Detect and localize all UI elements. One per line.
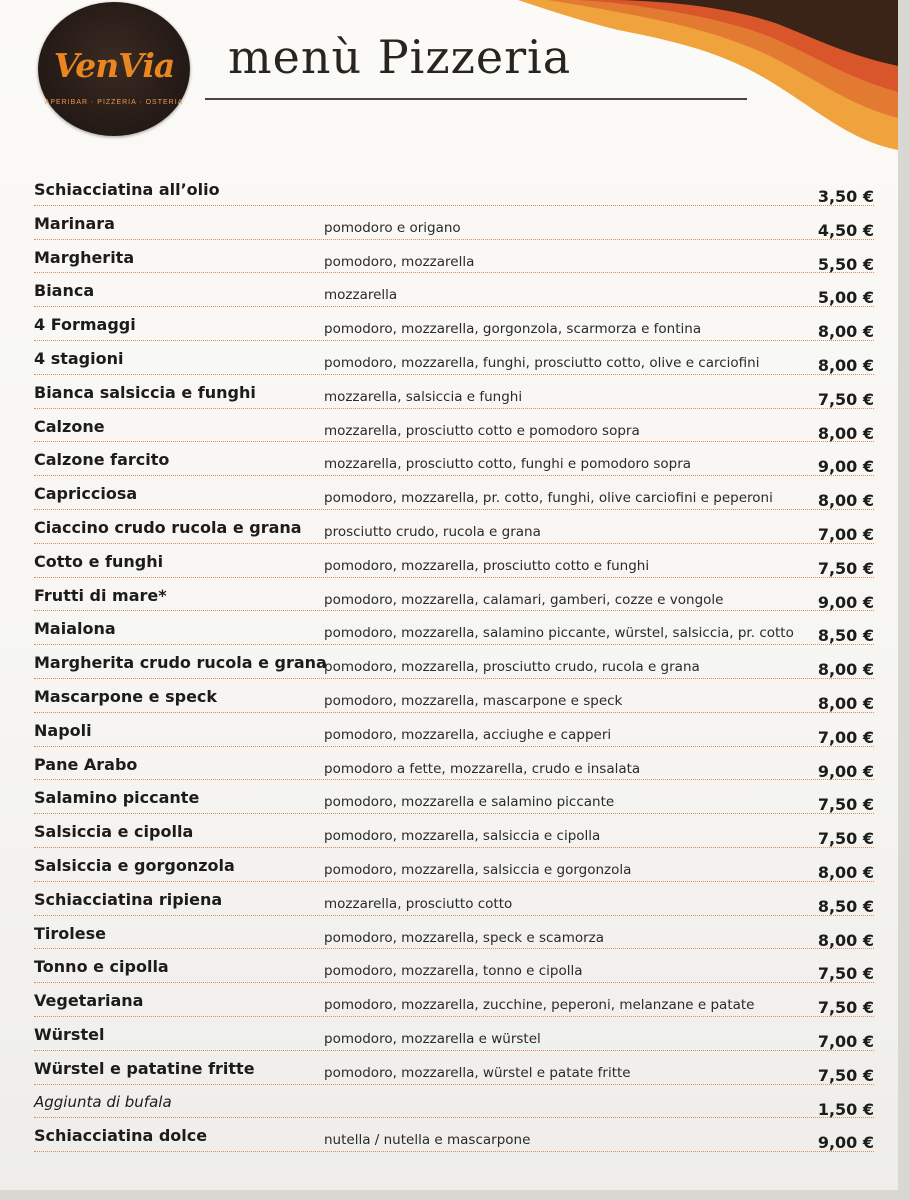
menu-item-name: Tirolese	[34, 923, 106, 943]
menu-item-name: 4 stagioni	[34, 348, 124, 368]
menu-item-description: pomodoro, mozzarella, calamari, gamberi, cozze e vongole	[324, 591, 724, 608]
menu-item-name: Maialona	[34, 619, 116, 639]
menu-item-name: Schiacciatina ripiena	[34, 889, 223, 909]
menu-item	[0, 442, 898, 476]
menu-item-description: pomodoro, mozzarella, salamino piccante, würstel, salsiccia, pr. cotto	[324, 625, 794, 642]
menu-item-name: Marinara	[34, 213, 115, 233]
menu-item-name: Capricciosa	[34, 484, 138, 504]
menu-item-price: 8,00 €	[817, 660, 874, 680]
menu-item	[0, 307, 898, 341]
menu-item-description: mozzarella, prosciutto cotto, funghi e pomodoro sopra	[324, 456, 692, 473]
menu-item	[0, 240, 898, 274]
menu-item	[0, 611, 898, 645]
title-underline	[205, 98, 747, 100]
menu-item-name: Schiacciatina dolce	[34, 1126, 208, 1146]
menu-item-name: Ciaccino crudo rucola e grana	[34, 517, 302, 537]
menu-item-name: Calzone	[34, 416, 105, 436]
menu-item	[0, 206, 898, 240]
menu-item-description: prosciutto crudo, rucola e grana	[324, 523, 541, 540]
menu-item-name: Aggiunta di bufala	[34, 1092, 172, 1111]
menu-item-description: pomodoro a fette, mozzarella, crudo e insalata	[324, 760, 641, 777]
menu-item	[0, 1118, 898, 1152]
menu-item	[0, 273, 898, 307]
menu-item-description: pomodoro, mozzarella, pr. cotto, funghi, olive carciofini e peperoni	[324, 490, 773, 507]
menu-item-name: Bianca salsiccia e funghi	[34, 382, 256, 402]
menu-item-description: pomodoro, mozzarella, funghi, prosciutto cotto, olive e carciofini	[324, 354, 760, 371]
menu-item	[0, 1017, 898, 1051]
menu-item-price: 5,50 €	[817, 254, 874, 274]
menu-item-description: pomodoro, mozzarella e salamino piccante	[324, 794, 615, 811]
logo-name: VenVia	[53, 46, 175, 85]
menu-item-description: mozzarella	[324, 287, 398, 304]
menu-item-name: Würstel e patatine fritte	[34, 1058, 255, 1078]
menu-item-description: pomodoro, mozzarella, mascarpone e speck	[324, 692, 623, 709]
menu-item-name: Salamino piccante	[34, 788, 200, 808]
menu-item-price: 8,00 €	[817, 355, 874, 375]
menu-item	[0, 341, 898, 375]
menu-item	[0, 780, 898, 814]
menu-item-price: 8,00 €	[817, 693, 874, 713]
logo	[38, 2, 190, 136]
menu-item-price: 9,00 €	[817, 457, 874, 477]
menu-item-name: Napoli	[34, 720, 92, 740]
logo-tagline: APERIBAR · PIZZERIA · OSTERIA	[44, 99, 184, 106]
menu-item-name: Vegetariana	[34, 991, 144, 1011]
menu-item-price: 7,50 €	[817, 998, 874, 1018]
menu-item-price: 8,00 €	[817, 423, 874, 443]
menu-item-description: mozzarella, prosciutto cotto e pomodoro sopra	[324, 422, 640, 439]
menu-item	[0, 1051, 898, 1085]
decorative-waves	[518, 0, 898, 170]
menu-item-price: 9,00 €	[817, 761, 874, 781]
menu-item	[0, 747, 898, 781]
menu-item-price: 8,00 €	[817, 322, 874, 342]
menu-item-name: Margherita crudo rucola e grana	[34, 653, 327, 673]
page-title: menù Pizzeria	[228, 30, 572, 84]
menu-item-name: Margherita	[34, 247, 135, 267]
menu-item-price: 7,00 €	[817, 1031, 874, 1051]
menu-item-description: mozzarella, prosciutto cotto	[324, 895, 513, 912]
menu-item	[0, 814, 898, 848]
menu-item-price: 7,50 €	[817, 829, 874, 849]
menu-item-price: 7,50 €	[817, 558, 874, 578]
row-divider	[34, 1151, 874, 1152]
menu-item-name: Salsiccia e cipolla	[34, 822, 194, 842]
menu-item	[0, 848, 898, 882]
menu-item-description: pomodoro, mozzarella, acciughe e capperi	[324, 726, 612, 743]
menu-item-description: pomodoro, mozzarella, speck e scamorza	[324, 929, 605, 946]
menu-item-price: 4,50 €	[817, 220, 874, 240]
menu-item-description: pomodoro, mozzarella	[324, 253, 475, 270]
menu-item-price: 9,00 €	[817, 1133, 874, 1153]
menu-item	[0, 510, 898, 544]
menu-item-name: Pane Arabo	[34, 754, 138, 774]
menu-item-price: 1,50 €	[817, 1099, 874, 1119]
menu-item-description: pomodoro, mozzarella, zucchine, peperoni, melanzane e patate	[324, 997, 755, 1014]
menu-item	[0, 882, 898, 916]
menu-item-description: mozzarella, salsiccia e funghi	[324, 388, 523, 405]
menu-item-price: 8,00 €	[817, 491, 874, 511]
menu-item-name: 4 Formaggi	[34, 315, 136, 335]
menu-item-description: pomodoro, mozzarella e würstel	[324, 1030, 541, 1047]
menu-item	[0, 476, 898, 510]
menu-item	[0, 578, 898, 612]
menu-item	[0, 1085, 898, 1119]
menu-item	[0, 544, 898, 578]
menu-item-name: Frutti di mare*	[34, 585, 167, 605]
menu-item-price: 7,50 €	[817, 964, 874, 984]
menu-item	[0, 949, 898, 983]
menu-item-description: pomodoro e origano	[324, 219, 461, 236]
menu-item-name: Mascarpone e speck	[34, 686, 218, 706]
menu-item-description: nutella / nutella e mascarpone	[324, 1132, 531, 1149]
menu-item	[0, 645, 898, 679]
menu-item	[0, 983, 898, 1017]
menu-item-name: Calzone farcito	[34, 450, 170, 470]
menu-item-price: 8,50 €	[817, 896, 874, 916]
menu-item	[0, 713, 898, 747]
menu-item	[0, 409, 898, 443]
menu-item	[0, 172, 898, 206]
menu-item-name: Salsiccia e gorgonzola	[34, 855, 235, 875]
menu-item-price: 7,50 €	[817, 1065, 874, 1085]
menu-item-description: pomodoro, mozzarella, salsiccia e cipolla	[324, 828, 601, 845]
menu-item-name: Tonno e cipolla	[34, 957, 169, 977]
menu-item-description: pomodoro, mozzarella, gorgonzola, scarmorza e fontina	[324, 321, 702, 338]
menu-item-name: Bianca	[34, 281, 95, 301]
menu-item-price: 8,50 €	[817, 626, 874, 646]
menu-item-description: pomodoro, mozzarella, tonno e cipolla	[324, 963, 583, 980]
menu-item	[0, 916, 898, 950]
menu-item-description: pomodoro, mozzarella, prosciutto crudo, rucola e grana	[324, 659, 700, 676]
menu-item-name: Würstel	[34, 1024, 105, 1044]
menu-item-price: 7,50 €	[817, 389, 874, 409]
menu-list	[0, 172, 898, 1152]
menu-item-price: 7,50 €	[817, 795, 874, 815]
menu-item-price: 3,50 €	[817, 187, 874, 206]
menu-item-price: 9,00 €	[817, 592, 874, 612]
menu-item-price: 8,00 €	[817, 930, 874, 950]
menu-item	[0, 679, 898, 713]
menu-item-price: 7,00 €	[817, 524, 874, 544]
menu-item-description: pomodoro, mozzarella, würstel e patate fritte	[324, 1064, 631, 1081]
menu-item-price: 5,00 €	[817, 288, 874, 308]
menu-item-description: pomodoro, mozzarella, prosciutto cotto e funghi	[324, 557, 650, 574]
menu-item	[0, 375, 898, 409]
menu-item-name: Cotto e funghi	[34, 551, 164, 571]
menu-item-price: 7,00 €	[817, 727, 874, 747]
menu-item-description: pomodoro, mozzarella, salsiccia e gorgonzola	[324, 861, 632, 878]
menu-item-price: 8,00 €	[817, 862, 874, 882]
menu-item-name: Schiacciatina all’olio	[34, 180, 220, 199]
